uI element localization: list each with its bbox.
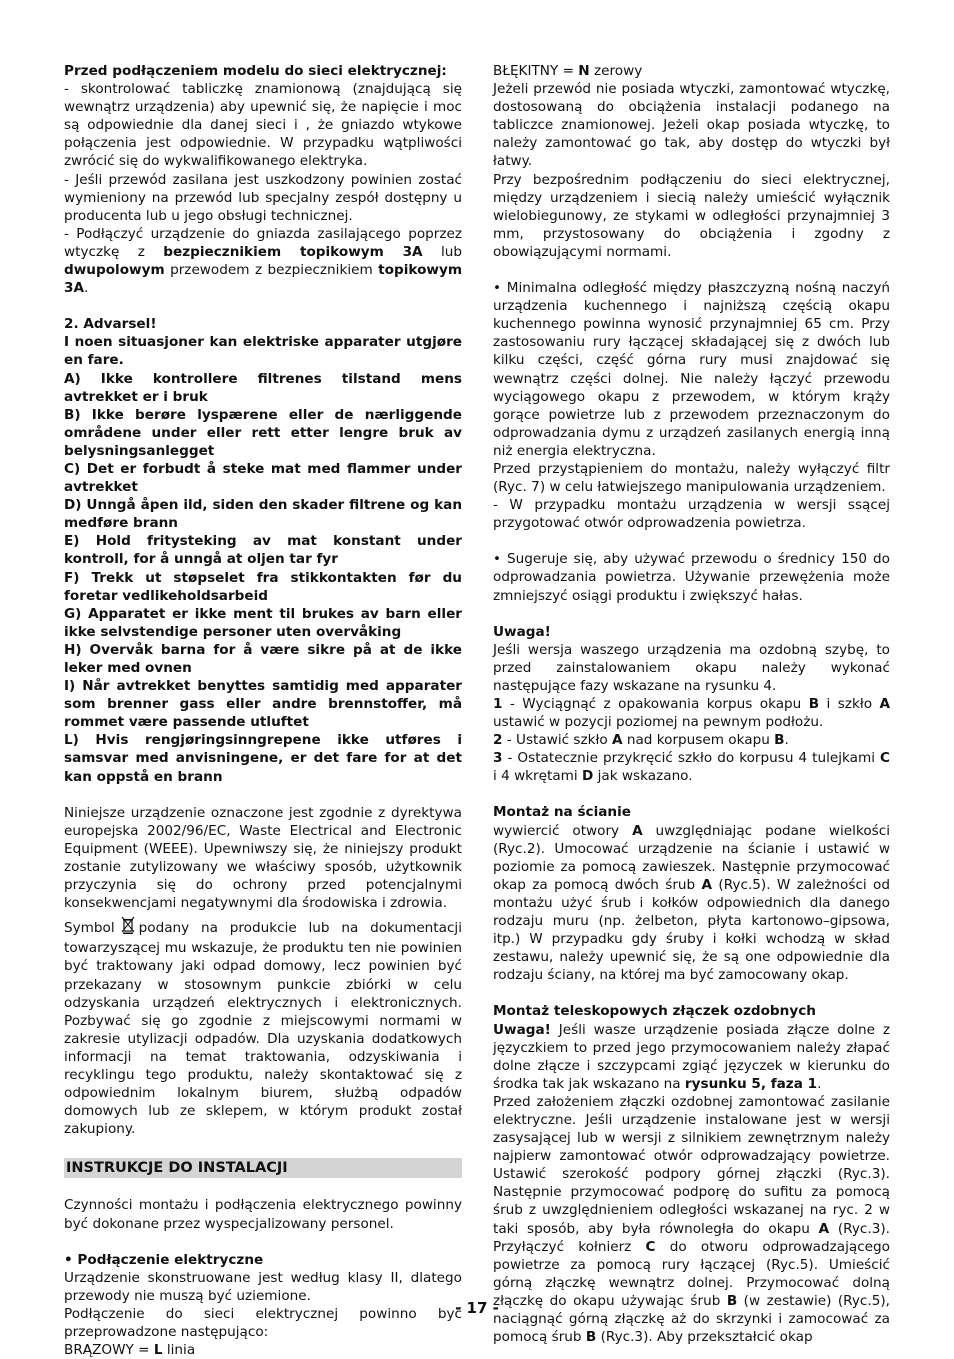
left-column — [64, 62, 462, 1359]
section-title-bar: INSTRUKCJE DO INSTALACJI — [64, 1158, 462, 1178]
install-intro: Czynności montażu i podłączenia elektrycznego powinny być dokonane przez wyspecjalizowany personel. — [64, 1197, 462, 1232]
glass-step-1: 1 - Wyciągnąć z opakowania korpus okapu B i szkło A ustawić w pozycji poziomej na pewnym podłożu. — [493, 696, 890, 731]
warning-item: B) Ikke berøre lyspærene eller de nærliggende områdene under eller rett etter lengre bruk av belysningsanlegget — [64, 406, 462, 459]
electrical-connection-text: Podłączenie do sieci elektrycznej powinno być przeprowadzone następująco: — [64, 1305, 462, 1340]
warning-heading: 2. Advarsel! — [64, 316, 157, 333]
warning-item: D) Unngå åpen ild, siden den skader filtrene og kan medføre brann — [64, 497, 462, 532]
electrical-heading: • Podłączenie elektryczne — [64, 1251, 264, 1268]
glass-intro-text: Jeśli wersja waszego urządzenia ma ozdobną szybę, to przed zainstalowaniem okapu należy wykonać następujące fazy wskazane na rysunku 4. — [493, 641, 890, 694]
check-plate-text: - skontrolować tabliczkę znamionową (znajdującą się wewnątrz urządzenia) aby upewnić się, że napięcie i moc są odpowiednie dla danej sieci i , że gniazdo wtykowe połączenia jest odpowiednie. W przypadku wątpliwości zwrócić się do wykwalifikowanego elektryka. — [64, 81, 462, 170]
telescopic-attention-text: Uwaga! Jeśli wasze urządzenie posiada złącze dolne z języczkiem to przed jego przymocowaniem należy złapać dolne złącze i szczypcami zgiąć języczek w kierunku do środka tak jak wskazano na rysunku 5, faza 1. — [493, 1021, 890, 1092]
glass-step-3: 3 - Ostatecznie przykręcić szkło do korpusu 4 tulejkami C i 4 wkrętami D jak wskazano. — [493, 750, 890, 785]
warning-intro: I noen situasjoner kan elektriske apparater utgjøre en fare. — [64, 334, 462, 369]
attention-heading: Uwaga! — [493, 623, 551, 640]
warning-item: F) Trekk ut støpselet fra stikkontakten før du foretar vedlikeholdsarbeid — [64, 569, 462, 604]
plug-text: Jeżeli przewód nie posiada wtyczki, zamontować wtyczkę, dostosowaną do obciążenia instalacji podanego na tabliczce znamionowej. Jeżeli okap posiada wtyczkę, to należy zamontować go tak, aby dostęp do wtyczki był łatwy. — [493, 81, 890, 170]
suction-version-text: - W przypadku montażu urządzenia w wersji ssącej przygotować otwór odprowadzenia powietrza. — [493, 497, 890, 532]
minimum-distance-text: • Minimalna odległość między płaszczyzną nośną naczyń urządzenia kuchennego i najniższą częścią okapu kuchennego powinna wynosić przynajmniej 65 cm. Przy zastosowaniu rury łączącej składającej się z dwóch lub kilku części, część górna rury musi znajdować się wewnątrz części dolnej. Nie należy łączyć przewodu wyciągowego okapu z przewodem, w którym krąży gorące powietrze lub z przewodem przeznaczonym do odprowadzania dymu z urządzeń zasilanych energią inną niż energia elektryczna. — [493, 280, 890, 459]
direct-connection-text: Przy bezpośrednim podłączeniu do sieci elektrycznej, między urządzeniem i siecią należy umieścić wyłącznik wielobiegunowy, ze stykami w odległości przynajmniej 3 mm, przystosowany do obciążenia i zgodny z obowiązującymi normami. — [493, 171, 890, 260]
weee-directive-text: Niniejsze urządzenie oznaczone jest zgodnie z dyrektywa europejska 2002/96/EC, Waste Electrical and Electronic Equipment (WEEE). Upewniwszy się, że niniejszy produkt zostanie zutylizowany we właściwy sposób, użytkownik przyczynia się do ochrony przed potencjalnymi konsekwencjami negatywnymi dla środowiska i zdrowia. — [64, 804, 462, 912]
warning-block — [64, 315, 462, 785]
warning-item: I) Når avtrekket benyttes samtidig med apparater som brenner gass eller andre brennstoffer, må rommet være passende utluftet — [64, 678, 462, 731]
right-column — [493, 62, 890, 1346]
warning-item: C) Det er forbudt å steke mat med flammer under avtrekket — [64, 460, 462, 496]
wall-mount-text: wywiercić otwory A uwzględniając podane wielkości (Ryc.2). Umocować urządzenie na ścianie i ustawić w poziomie za pomocą zawieszek. Następnie przymocować okap za pomocą dwóch śrub A (Ryc.5). W zależności od montażu użyć śrub i kołków odpowiednich dla danego rodzaju muru (np. żelbeton, płyta kartonowo–gipsowa, itp.) W przypadku gdy śruby i kołki wchodzą w skład zestawu, należy upewnić się, że są one odpowiednie dla rodzaju ściany, na której ma być zamocowany okap. — [493, 822, 890, 984]
warning-item: E) Hold fritysteking av mat konstant under kontroll, for å unngå at oljen tar fyr — [64, 533, 462, 568]
page-number: - 17 - — [455, 1299, 499, 1317]
electrical-class-text: Urządzenie skonstruowane jest według klasy II, dlatego przewody nie muszą być uziemione. — [64, 1269, 462, 1304]
warning-item: L) Hvis rengjøringsinngrepene ikke utføres i samsvar med anvisningene, er det fare for at det kan oppstå en brann — [64, 732, 462, 785]
crossed-bin-icon — [121, 916, 135, 939]
glass-step-2: 2 - Ustawić szkło A nad korpusem okapu B. — [493, 732, 789, 749]
wall-mount-heading: Montaż na ścianie — [493, 804, 631, 821]
warning-item: G) Apparatet er ikke ment til brukes av barn eller ikke selvstendige personer uten overvåking — [64, 605, 462, 640]
duct-diameter-text: • Sugeruje się, aby używać przewodu o średnicy 150 do odprowadzania powietrza. Używanie przewężenia może zmniejszyć osiągi produktu i zwiększyć hałas. — [493, 551, 890, 604]
weee-symbol-text: Symbol podany na produkcie lub na dokumentacji towarzyszącej mu wskazuje, że produktu ten nie powinien być traktowany jaki odpad domowy, lecz powinien być przekazany w stosownym punkcie zbiórki w celu odzyskania urządzeń elektrycznych i elektronicznych. Pozbywać się go zgodnie z miejscowymi normami w zakresie utylizacji odpadów. Dla uzyskania dodatkowych informacji na temat traktowania, odzyskiwania i recyklingu tego produktu, należy skontaktować się z odpowiednim lokalnym biurem, służbą odpadów domowych lub ze sklepem, w którym produkt został zakupiony. — [64, 916, 462, 1138]
warning-item: A) Ikke kontrollere filtrenes tilstand mens avtrekket er i bruk — [64, 370, 462, 405]
blue-wire-text: BŁĘKITNY = N zerowy — [493, 63, 643, 79]
warning-item: H) Overvåk barna for å være sikre på at de ikke leker med ovnen — [64, 641, 462, 676]
brown-wire-text: BRĄZOWY = L linia — [64, 1342, 196, 1359]
damaged-cord-text: - Jeśli przewód zasilana jest uszkodzony powinien zostać wymieniony na przewód lub specjalny zespół dostępny u producenta lub u jego obsługi technicznej. — [64, 171, 462, 224]
filter-text: Przed przystąpieniem do montażu, należy wyłączyć filtr (Ryc. 7) w celu łatwiejszego manipulowania urządzeniem. — [493, 460, 890, 496]
telescopic-heading: Montaż teleskopowych złączek ozdobnych — [493, 1003, 816, 1020]
fuse-plug-text: - Podłączyć urządzenie do gniazda zasilającego poprzez wtyczkę z bezpiecznikiem topikowym 3A lub dwupolowym przewodem z bezpiecznikiem topikowym 3A. — [64, 225, 462, 297]
connection-title: Przed podłączeniem modelu do sieci elektrycznej: — [64, 63, 447, 79]
telescopic-mount-text: Przed założeniem złączki ozdobnej zamontować zasilanie elektryczne. Jeśli urządzenie instalowane jest w wersji zasysającej lub w wersji z silnikiem zewnętrznym należy najpierw zamontować otwór odprowadzający powietrze. Ustawić szerokość podpory górnej złączki (Ryc.3). Następnie przymocować podporę do sufitu za pomocą śrub z uwzględnieniem odległości wskazanej na ryc. 2 w taki sposób, aby była równoległa do okapu A (Ryc.3). Przyłączyć kołnierz C do otworu odprowadzającego powietrze za pomocą rury łączącej (Ryc.5). Umieścić górną złączkę wewnątrz dolnej. Przymocować dolną złączkę do okapu używając śrub B (w zestawie) (Ryc.5), naciągnąć górną złączkę aż do skrzynki i zamocować za pomocą śrub B (Ryc.3). Aby przekształcić okap — [493, 1093, 890, 1346]
